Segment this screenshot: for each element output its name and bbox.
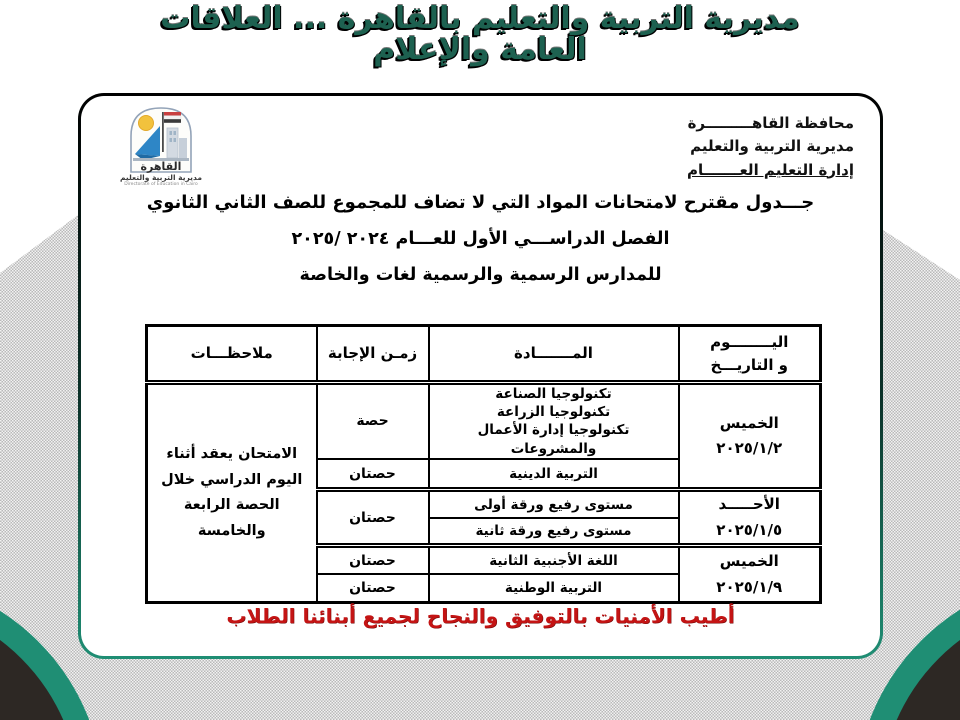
subject-cell-second-language: اللغة الأجنبية الثانية xyxy=(429,546,679,574)
time-cell: حصتان xyxy=(317,459,429,490)
document-panel-frame xyxy=(78,93,883,659)
cairo-education-logo xyxy=(111,104,211,196)
day-cell-sun-jan5: الأحـــــد ٢٠٢٥/١/٥ xyxy=(679,490,821,546)
table-row xyxy=(147,383,821,459)
time-cell: حصة xyxy=(317,383,429,459)
header-subject: المـــــــادة xyxy=(429,326,679,383)
title-line-3: للمدارس الرسمية والرسمية لغات والخاصة xyxy=(299,265,662,285)
document-panel xyxy=(81,96,880,656)
time-cell: حصتان xyxy=(317,574,429,603)
subject-cell-high-level-1: مستوى رفيع ورقة أولى xyxy=(429,490,679,518)
exam-schedule-table-wrap xyxy=(145,324,822,604)
letterhead-directorate: مديرية التربية والتعليم xyxy=(690,137,854,156)
title-line-2: الفصل الدراســـي الأول للعـــام ٢٠٢٤ /٢٠٢٥ xyxy=(291,229,670,249)
subject-cell-national-education: التربية الوطنية xyxy=(429,574,679,603)
logo-city-text: القاهرة xyxy=(140,160,182,173)
day-cell-thu-jan2: الخميس ٢٠٢٥/١/٢ xyxy=(679,383,821,490)
subject-cell-religion: التربية الدينية xyxy=(429,459,679,490)
banner xyxy=(0,1,960,67)
logo-caption-english: Directorate of Education in Cairo xyxy=(124,182,198,188)
day-cell-thu-jan9: الخميس ٢٠٢٥/١/٩ xyxy=(679,546,821,603)
notes-cell: الامتحان يعقد أثناء اليوم الدراسي خلال الحصة الرابعة والخامسة xyxy=(147,383,317,603)
logo-emblem-icon xyxy=(113,104,209,174)
letterhead xyxy=(614,112,854,182)
header-time: زمـن الإجابة xyxy=(317,326,429,383)
time-cell-merged: حصتان xyxy=(317,490,429,546)
footer-wish: أطيب الأمنيات بالتوفيق والنجاح لجميع أبنائنا الطلاب xyxy=(226,604,735,628)
subject-cell-high-level-2: مستوى رفيع ورقة ثانية xyxy=(429,518,679,546)
title-line-1: جـــدول مقترح لامتحانات المواد التي لا تضاف للمجموع للصف الثاني الثانوي xyxy=(146,192,815,213)
banner-title: مديرية التربية والتعليم بالقاهرة ... العلاقات العامة والإعلام xyxy=(160,1,800,67)
time-cell: حصتان xyxy=(317,546,429,574)
letterhead-administration: إدارة التعليم العـــــــام xyxy=(686,160,854,179)
exam-schedule-table xyxy=(145,324,822,604)
letterhead-governorate: محافظة القاهـــــــــرة xyxy=(687,114,854,132)
header-day: اليــــــــوم و التاريـــخ xyxy=(679,326,821,383)
header-notes: ملاحظـــات xyxy=(147,326,317,383)
header-row xyxy=(147,326,821,383)
subject-cell-technology: تكنولوجيا الصناعة تكنولوجيا الزراعة تكنولوجيا إدارة الأعمال والمشروعات xyxy=(429,383,679,459)
document-title xyxy=(81,194,880,285)
logo-caption-arabic: مديرية التربية والتعليم xyxy=(120,173,202,182)
